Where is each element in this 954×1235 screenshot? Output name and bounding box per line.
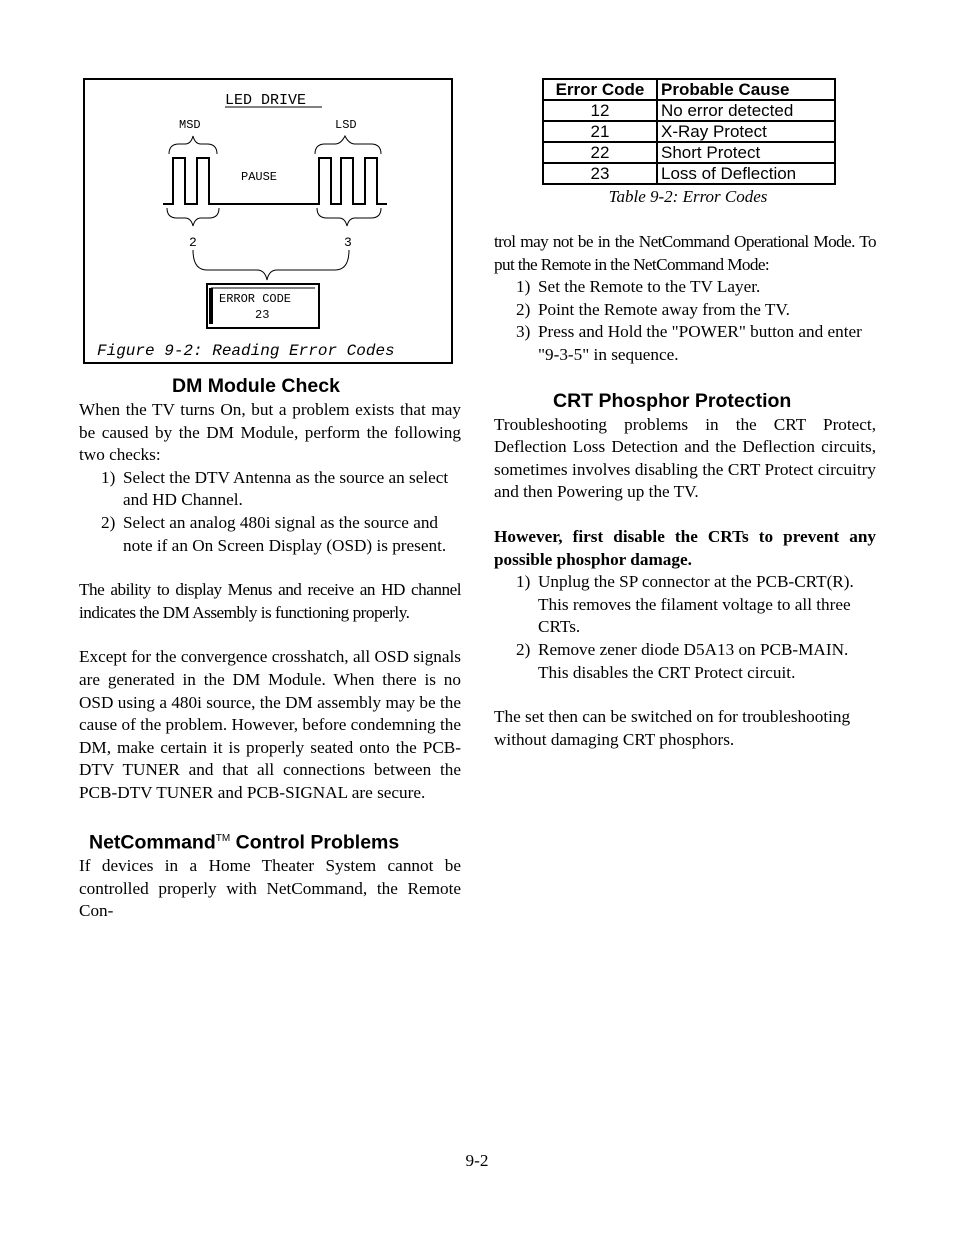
dm-heading: DM Module Check xyxy=(172,375,340,397)
list-item: 2) Remove zener diode D5A13 on PCB-MAIN. This disables the CRT Protect circuit. xyxy=(516,639,849,682)
dm-paragraph-3: Except for the convergence crosshatch, all OSD signals are generated in the DM Module. When there is no OSD using a 480i source, the DM assembly may be the cause of the problem. However, before condemning the DM, make certain it is properly seated onto the PCB-DTV TUNER and that all connections between the PCB-DTV TUNER and PCB-SIGNAL are secure. xyxy=(79,647,461,802)
page-number: 9-2 xyxy=(465,1151,489,1170)
crt-paragraph-1: Troubleshooting problems in the CRT Protect, Deflection Loss Detection and the Deflection circuits, sometimes involves disabling the CRT Protect circuitry and then Powering up the TV. xyxy=(494,414,876,502)
list-item: 2) Select an analog 480i signal as the source and note if an On Screen Display (OSD) is present. xyxy=(101,512,447,555)
msd-label: MSD xyxy=(179,118,201,132)
figure-led-drive xyxy=(83,78,453,364)
dm-intro: When the TV turns On, but a problem exists that may be caused by the DM Module, perform the following two checks: xyxy=(79,400,461,465)
table-header-row: Error Code Probable Cause xyxy=(543,79,835,100)
netcommand-paragraph-continued: trol may not be in the NetCommand Operational Mode. To put the Remote in the NetCommand Mode: xyxy=(494,232,876,274)
lsd-label: LSD xyxy=(335,118,357,132)
table-row: 21 X-Ray Protect xyxy=(543,121,835,142)
dm-paragraph-2: The ability to display Menus and receive an HD channel indicates the DM Assembly is functioning properly. xyxy=(79,580,461,622)
table-row: 22 Short Protect xyxy=(543,142,835,163)
crt-warning: However, first disable the CRTs to prevent any possible phosphor damage. xyxy=(494,526,876,569)
table-row: 12 No error detected xyxy=(543,100,835,121)
netcommand-paragraph: If devices in a Home Theater System cannot be controlled properly with NetCommand, the Remote Con- xyxy=(79,856,461,921)
pause-label: PAUSE xyxy=(241,170,278,184)
error-code-table xyxy=(542,78,836,185)
list-item: 1) Unplug the SP connector at the PCB-CRT(R). This removes the filament voltage to all three CRTs. xyxy=(516,572,854,637)
right-column xyxy=(494,78,876,751)
netcommand-steps xyxy=(494,276,876,366)
led-drive-diagram xyxy=(85,80,455,366)
crt-heading: CRT Phosphor Protection xyxy=(553,389,792,412)
error-code-box-value: 23 xyxy=(255,308,270,322)
list-item: 2) Point the Remote away from the TV. xyxy=(516,299,790,319)
list-item: 3) Press and Hold the "POWER" button and enter "9-3-5" in sequence. xyxy=(516,322,862,364)
msd-count: 2 xyxy=(189,235,197,250)
dm-steps xyxy=(79,467,461,557)
list-item: 1) Select the DTV Antenna as the source an select and HD Channel. xyxy=(101,467,449,510)
table-caption: Table 9-2: Error Codes xyxy=(608,187,768,206)
error-code-box-title: ERROR CODE xyxy=(219,292,292,306)
lsd-count: 3 xyxy=(344,235,352,250)
netcommand-heading: NetCommand™ Control Problems xyxy=(89,831,400,853)
left-column xyxy=(79,78,461,923)
table-row: 23 Loss of Deflection xyxy=(543,163,835,184)
list-item: 1) Set the Remote to the TV Layer. xyxy=(516,277,761,297)
figure-title: LED DRIVE xyxy=(225,92,307,109)
figure-caption: Figure 9-2: Reading Error Codes xyxy=(97,342,395,360)
crt-paragraph-2: The set then can be switched on for troubleshooting without damaging CRT phosphors. xyxy=(494,707,851,749)
crt-steps xyxy=(494,571,876,684)
